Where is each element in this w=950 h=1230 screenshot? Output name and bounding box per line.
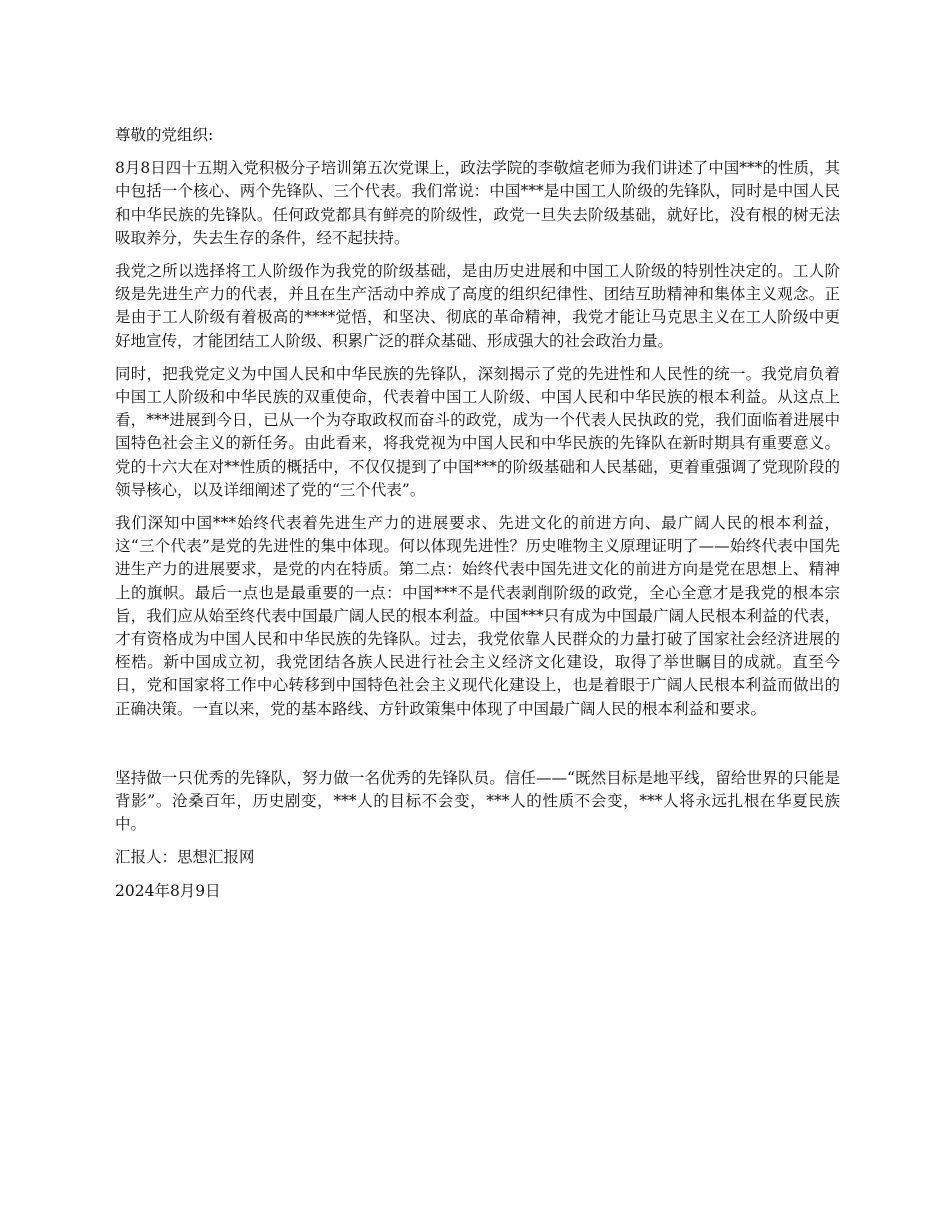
salutation: 尊敬的党组织: (115, 126, 214, 144)
section-gap (115, 731, 840, 767)
paragraph-5: 坚持做一只优秀的先锋队，努力做一名优秀的先锋队员。信任——“既然目标是地平线，留给世界的只能是背影”。沧桑百年，历史剧变，***人的目标不会变，***人的性质不会变，***人将永远扎根在华夏民族中。 (115, 768, 840, 834)
paragraph-2: 我党之所以选择将工人阶级作为我党的阶级基础，是由历史进展和中国工人阶级的特别性决定的。工人阶级是先进生产力的代表，并且在生产活动中养成了高度的组织纪律性、团结互助精神和集体主义观念。正是由于工人阶级有着极高的****觉悟，和坚决、彻底的革命精神，我党才能让马克思主义在工人阶级中更好地宣传，才能团结工人阶级、积累广泛的群众基础、形成强大的社会政治力量。 (115, 262, 840, 350)
paragraph-4: 我们深知中国***始终代表着先进生产力的进展要求、先进文化的前进方向、最广阔人民的根本利益，这“三个代表”是党的先进性的集中体现。何以体现先进性？历史唯物主义原理证明了——始终代表中国先进生产力的进展要求，是党的内在特质。第二点：始终代表中国先进文化的前进方向是党在思想上、精神上的旗帜。最后一点也是最重要的一点：中国***不是代表剥削阶级的政党，全心全意才是我党的根本宗旨，我们应从始至终代表中国最广阔人民的根本利益。中国***只有成为中国最广阔人民根本利益的代表，才有资格成为中国人民和中华民族的先锋队。过去，我党依靠人民群众的力量打破了国家社会经济进展的桎梏。新中国成立初，我党团结各族人民进行社会主义经济文化建设，取得了举世瞩目的成就。直至今日，党和国家将工作中心转移到中国特色社会主义现代化建设上，也是着眼于广阔人民根本利益而做出的正确决策。一直以来，党的基本路线、方针政策集中体现了中国最广阔人民的根本利益和要求。 (115, 514, 840, 718)
letter-document (115, 124, 840, 913)
reporter-signature: 汇报人：思想汇报网 (115, 848, 255, 867)
paragraph-1: 8月8日四十五期入党积极分子培训第五次党课上，政法学院的李敬煊老师为我们讲述了中国***的性质，其中包括一个核心、两个先锋队、三个代表。我们常说：中国***是中国工人阶级的先锋队，同时是中国人民和中华民族的先锋队。任何政党都具有鲜亮的阶级性，政党一旦失去阶级基础，就好比，没有根的树无法吸取养分，失去生存的条件，经不起扶持。 (115, 159, 840, 247)
report-date: 2024年8月9日 (115, 881, 221, 900)
paragraph-3: 同时，把我党定义为中国人民和中华民族的先锋队，深刻揭示了党的先进性和人民性的统一。我党肩负着中国工人阶级和中华民族的双重使命，代表着中国工人阶级、中国人民和中华民族的根本利益。从这点上看，***进展到今日，已从一个为夺取政权而奋斗的政党，成为一个代表人民执政的党，我们面临着进展中国特色社会主义的新任务。由此看来，将我党视为中国人民和中华民族的先锋队在新时期具有重要意义。党的十六大在对**性质的概括中，不仅仅提到了中国***的阶级基础和人民基础，更着重强调了党现阶段的领导核心，以及详细阐述了党的“三个代表”。 (115, 364, 840, 499)
